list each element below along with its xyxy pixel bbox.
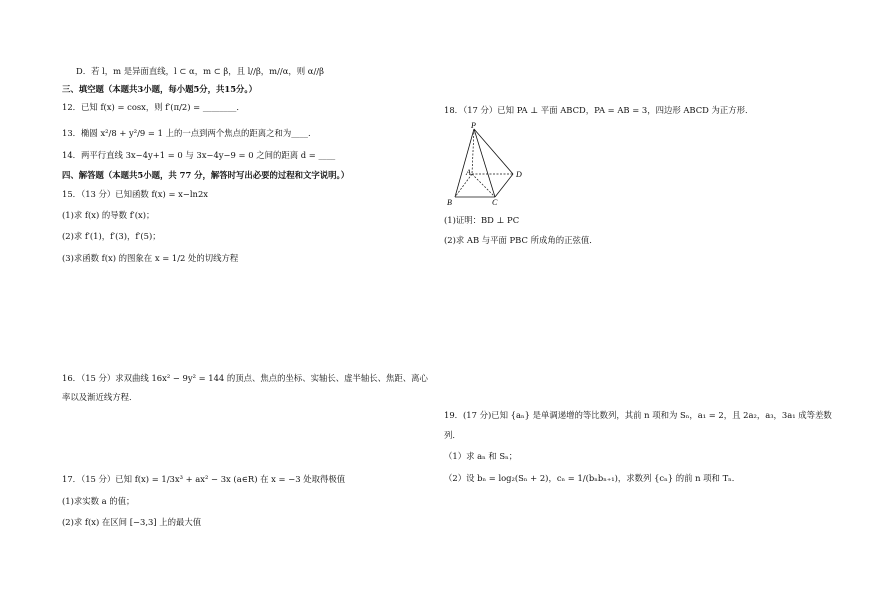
question-15-part-3: (3)求函数 f(x) 的图象在 x = 1/2 处的切线方程 [62,253,239,263]
edge-pb [455,129,474,197]
question-12: 12．已知 f(x) = cosx，则 f′(π/2) = ________． [62,102,245,112]
vertex-label-b: B [447,198,452,207]
question-17-part-1: (1)求实数 a 的值； [62,496,135,506]
question-19-part-2: （2）设 bₙ = log₂(Sₙ + 2)，cₙ = 1/(bₙbₙ₊₁)，求数列 {cₙ} 的前 n 项和 Tₙ． [444,473,741,483]
section-answer-heading: 四、解答题（本题共5小题，共 77 分，解答时写出必要的过程和文字说明。） [62,170,350,180]
question-13: 13．椭圆 x²/8 + y²/9 = 1 上的一点到两个焦点的距离之和为____. [62,128,311,138]
edge-ab [455,174,472,197]
question-15: 15．（13 分）已知函数 f(x) = x−ln2x [62,189,209,199]
edge-pd [474,129,513,174]
question-19-line-1: 19．(17 分)已知 {aₙ} 是单调递增的等比数列，其前 n 项和为 Sₙ，a₁ = 2，且 2a₂，a₃，3a₁ 成等差数 [444,410,832,420]
question-17: 17．（15 分）已知 f(x) = 1/3x³ + ax² − 3x (a∈R) 在 x = −3 处取得极值 [62,474,346,484]
question-15-part-2: (2)求 f′(1)，f′(3)，f′(5)； [62,231,161,241]
question-19-part-1: （1）求 aₙ 和 Sₙ； [444,451,518,461]
vertex-label-p: P [471,121,476,130]
pyramid-figure [440,119,560,209]
question-18-part-1: (1)证明：BD ⊥ PC [444,215,520,225]
edge-cd [495,174,513,197]
vertex-label-d: D [516,170,522,179]
question-18-part-2: (2)求 AB 与平面 PBC 所成角的正弦值． [444,235,598,245]
question-19-line-2: 列． [444,430,461,440]
question-18: 18．（17 分）已知 PA ⊥ 平面 ABCD，PA = AB = 3，四边形 ABCD 为正方形． [444,105,754,115]
question-16-line-1: 16．（15 分）求双曲线 16x² − 9y² = 144 的顶点、焦点的坐标、实轴长、虚半轴长、焦距、离心 [62,373,428,383]
question-17-part-2: (2)求 f(x) 在区间 [−3,3] 上的最大值 [62,517,202,527]
question-14: 14．两平行直线 3x−4y+1 = 0 与 3x−4y−9 = 0 之间的距离 d = ____ [62,150,336,160]
question-11-option-d: D．若 l，m 是异面直线，l ⊂ α，m ⊂ β，且 l//β，m//α，则 α//β [76,66,324,76]
question-16-line-2: 率以及渐近线方程． [62,392,138,402]
vertex-label-a: A [466,168,471,177]
vertex-label-c: C [492,198,498,207]
section-fill-in-heading: 三、填空题（本题共3小题，每小题5分，共15分。） [62,84,257,94]
question-15-part-1: (1)求 f(x) 的导数 f′(x)； [62,210,155,220]
